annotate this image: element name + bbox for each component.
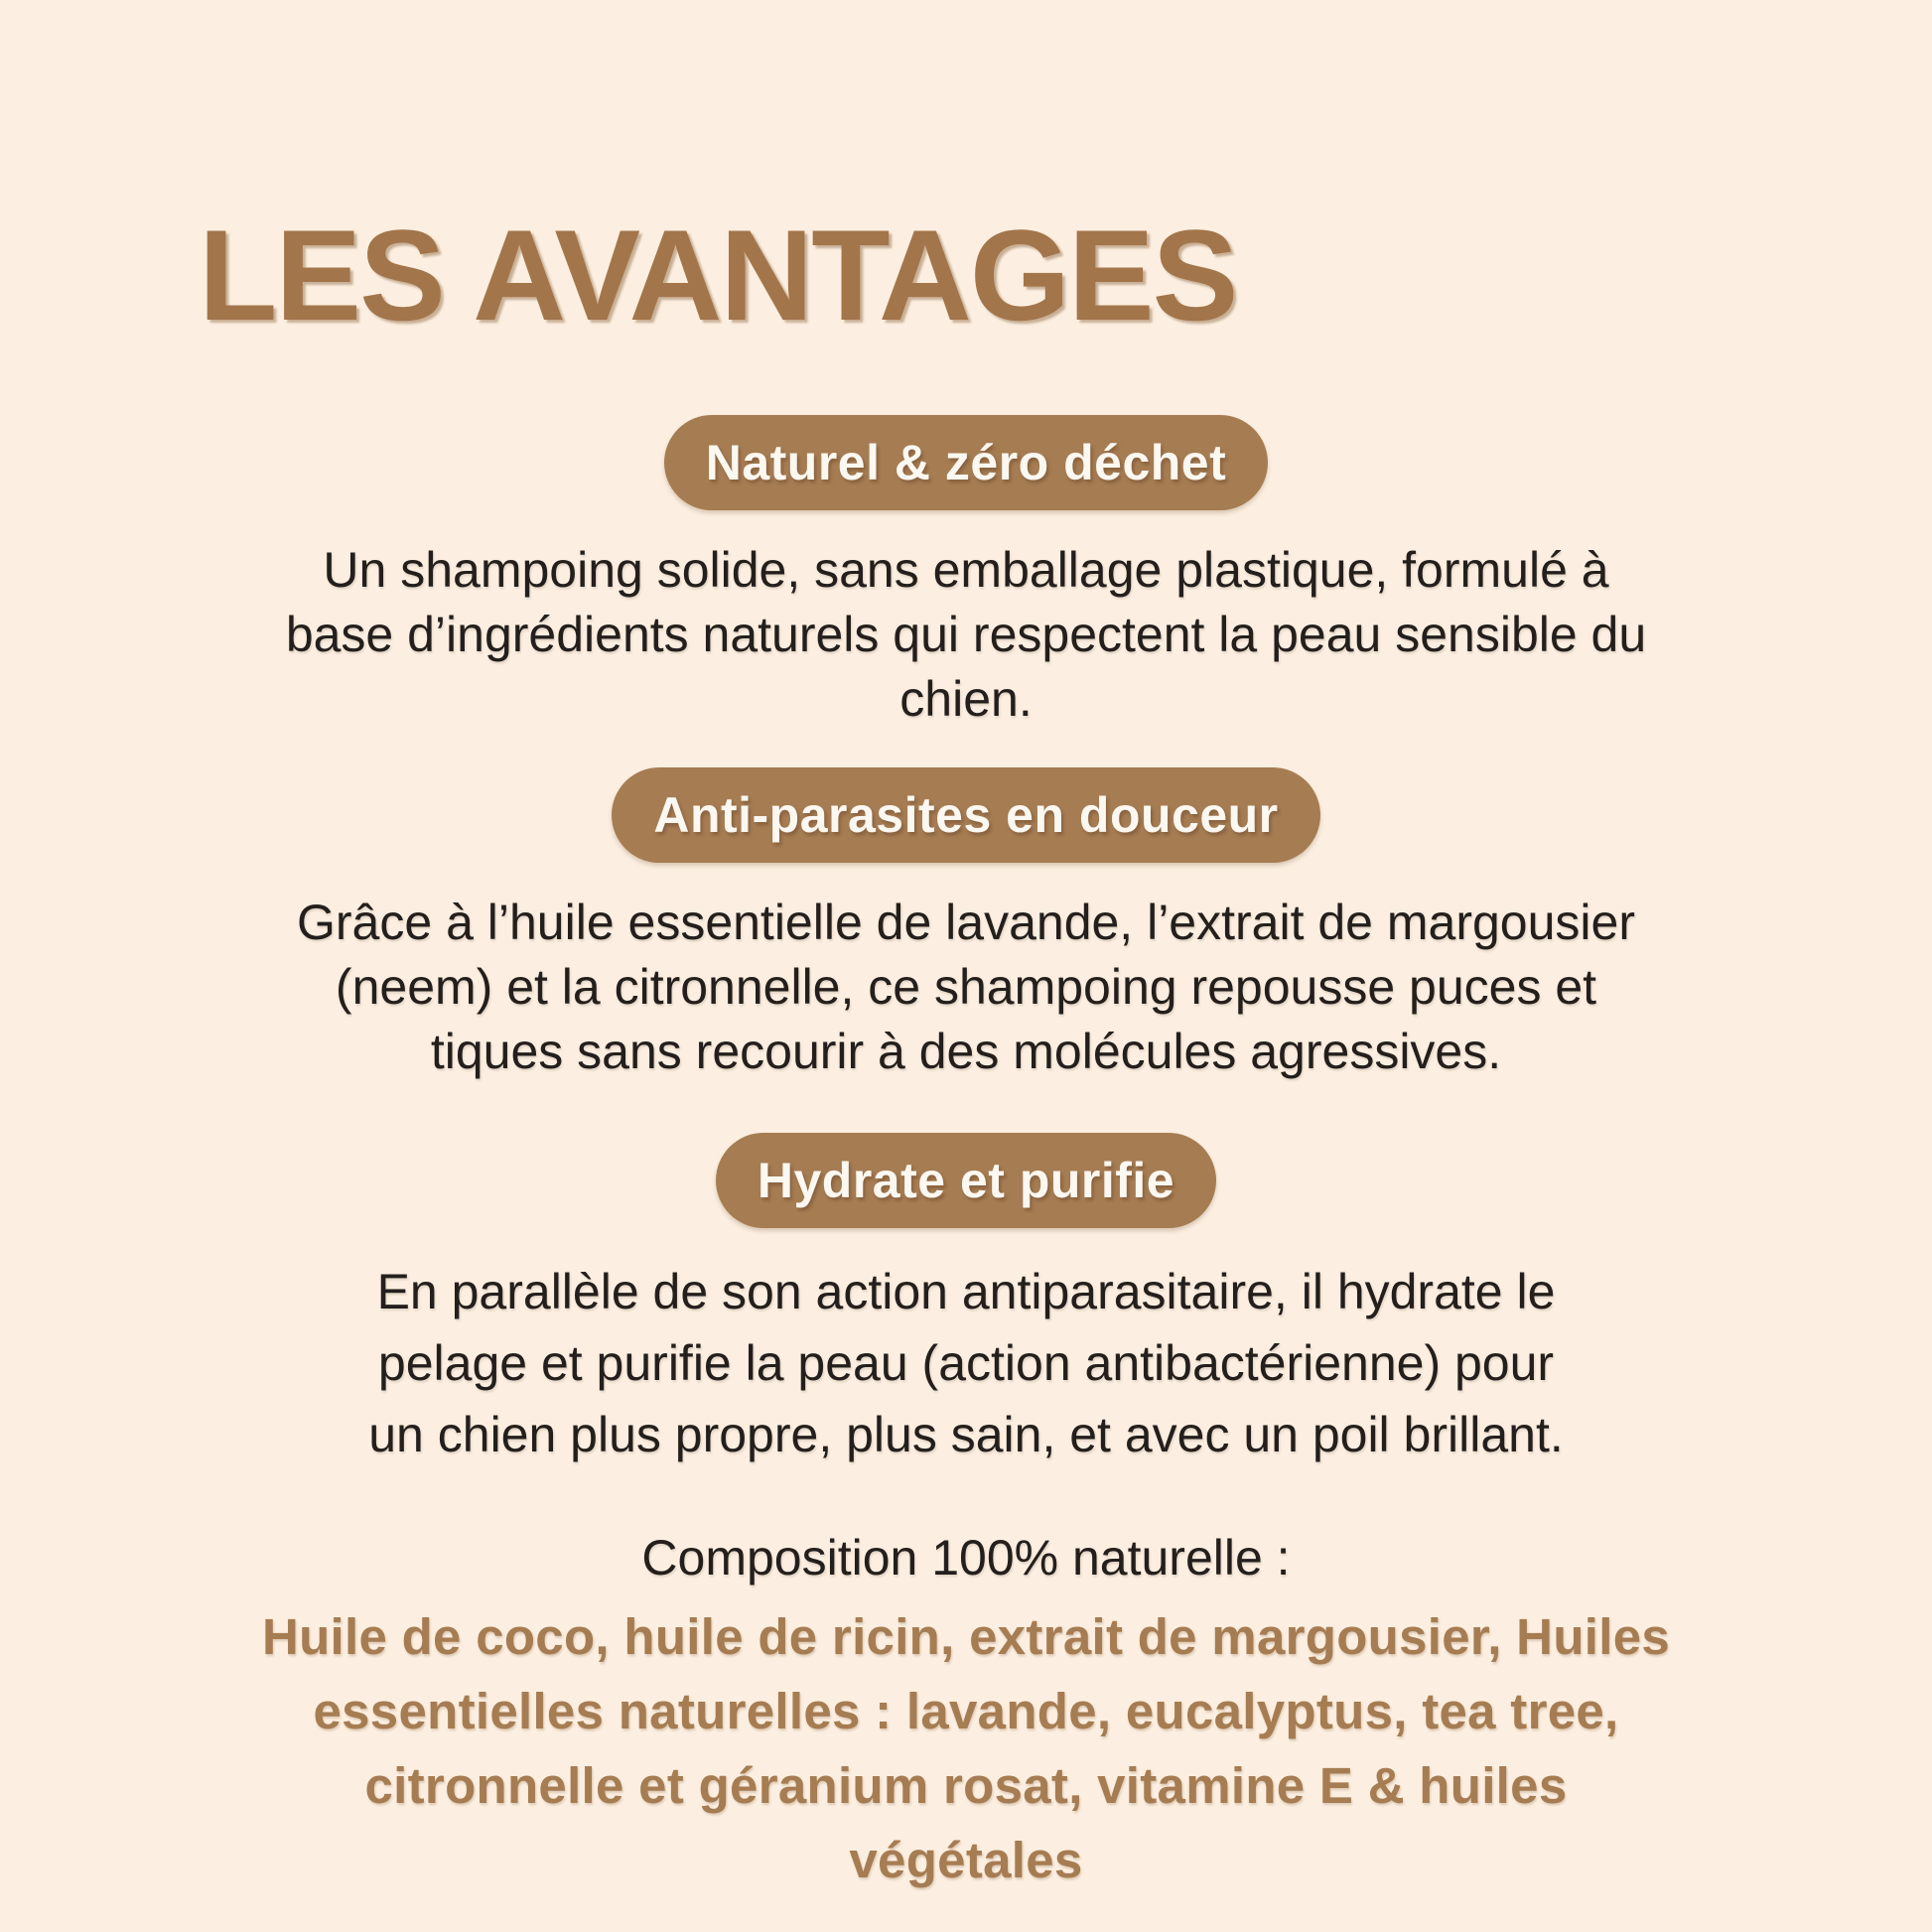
paragraph-line: pelage et purifie la peau (action antibactérienne) pour xyxy=(377,1335,1555,1391)
paragraph-hydrate xyxy=(102,1256,1830,1470)
badge-hydrate-purifie: Hydrate et purifie xyxy=(716,1133,1216,1228)
badge-anti-parasites: Anti-parasites en douceur xyxy=(612,767,1319,863)
paragraph-line: Grâce à l’huile essentielle de lavande, l’extrait de margousier xyxy=(297,895,1635,950)
paragraph-line: Un shampoing solide, sans emballage plastique, formulé à xyxy=(323,542,1609,598)
paragraph-line: En parallèle de son action antiparasitaire, il hydrate le xyxy=(376,1264,1556,1319)
composition-label: Composition 100% naturelle : xyxy=(641,1530,1291,1586)
ingredients-line: Huile de coco, huile de ricin, extrait de margousier, Huiles xyxy=(261,1608,1671,1665)
badge-naturel-zero-dechet: Naturel & zéro déchet xyxy=(664,415,1269,510)
benefit-section-naturel xyxy=(0,415,1932,510)
ingredients-list xyxy=(122,1599,1810,1897)
paragraph-line: base d’ingrédients naturels qui respectent la peau sensible du xyxy=(285,607,1647,662)
benefit-section-hydrate xyxy=(0,1133,1932,1228)
paragraph-line: (neem) et la citronnelle, ce shampoing repousse puces et xyxy=(335,959,1597,1015)
paragraph-antiparasites xyxy=(102,891,1830,1084)
paragraph-line: tiques sans recourir à des molécules agressives. xyxy=(430,1024,1502,1079)
paragraph-line: chien. xyxy=(899,671,1033,727)
page-title: LES AVANTAGES xyxy=(199,203,1237,347)
ingredients-line: essentielles naturelles : lavande, eucalyptus, tea tree, xyxy=(313,1683,1619,1739)
paragraph-naturel xyxy=(102,538,1830,732)
ingredients-line: citronnelle et géranium rosat, vitamine E & huiles xyxy=(364,1757,1568,1814)
ingredients-line: végétales xyxy=(849,1832,1083,1888)
benefit-section-antiparasites xyxy=(0,767,1932,863)
paragraph-line: un chien plus propre, plus sain, et avec un poil brillant. xyxy=(368,1407,1564,1462)
